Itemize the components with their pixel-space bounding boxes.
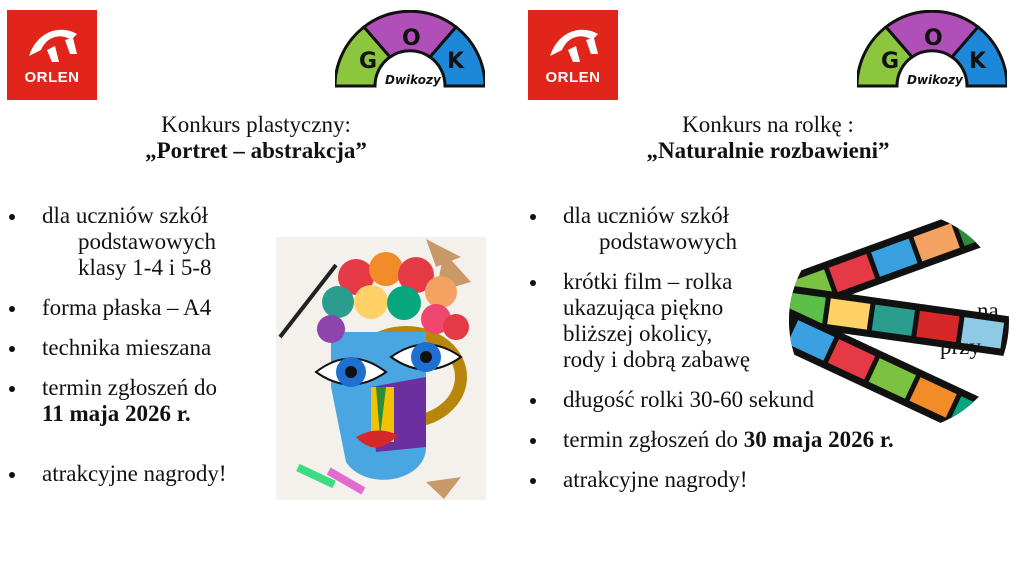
gok-letter-o: O <box>924 26 943 51</box>
gok-letter-g: G <box>359 49 378 74</box>
list-item: długość rolki 30-60 sekund <box>563 387 983 413</box>
contest-title <box>512 112 1024 164</box>
contest-title-line2: „Naturalnie rozbawieni” <box>646 138 890 163</box>
orlen-logo <box>7 10 97 100</box>
contest-details-list <box>563 203 983 493</box>
peek-text-b: przy <box>940 334 981 359</box>
gok-letter-g: G <box>881 49 900 74</box>
list-item: termin zgłoszeń do 30 maja 2026 r. <box>563 427 983 453</box>
peek-text-a: na <box>977 298 999 323</box>
gok-letter-k: K <box>969 49 987 74</box>
gok-letter-k: K <box>447 49 465 74</box>
list-item: technika mieszana <box>42 335 282 361</box>
contest-title-line1: Konkurs plastyczny: <box>161 112 351 137</box>
contest-details-list <box>42 203 282 487</box>
gok-subtitle: Dwikozy <box>907 73 963 87</box>
list-item: krótki film – rolka ukazująca piękno bliższej okolicy, rody i dobrą zabawę <box>563 269 983 373</box>
gok-dwikozy-logo <box>335 10 485 90</box>
gok-subtitle: Dwikozy <box>385 73 441 87</box>
orlen-logo <box>528 10 618 100</box>
list-item: dla uczniów szkół podstawowych <box>563 203 983 255</box>
gok-letter-o: O <box>402 26 421 51</box>
contest-title <box>0 112 512 164</box>
orlen-logo-text: ORLEN <box>545 69 601 86</box>
abstract-portrait-image <box>276 237 486 500</box>
contest-title-line1: Konkurs na rolkę : <box>682 112 854 137</box>
orlen-logo-text: ORLEN <box>24 69 80 86</box>
gok-dwikozy-logo <box>857 10 1007 90</box>
contest-title-line2: „Portret – abstrakcja” <box>145 138 367 163</box>
list-item: forma płaska – A4 <box>42 295 282 321</box>
list-item: termin zgłoszeń do 11 maja 2026 r. <box>42 375 282 427</box>
list-item: dla uczniów szkół podstawowych klasy 1-4 i 5-8 <box>42 203 282 281</box>
list-item: atrakcyjne nagrody! <box>42 461 282 487</box>
list-item: atrakcyjne nagrody! <box>563 467 983 493</box>
right-poster <box>512 0 1024 581</box>
